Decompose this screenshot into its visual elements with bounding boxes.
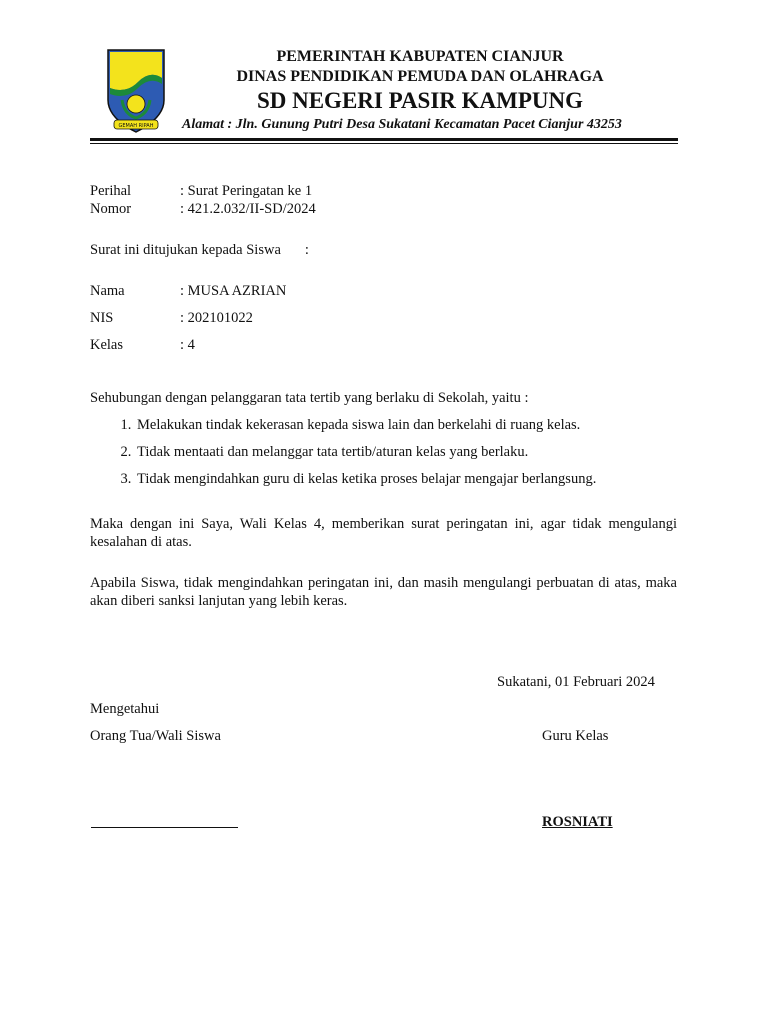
perihal-row: [90, 182, 312, 200]
nama-value: : MUSA AZRIAN: [180, 283, 287, 299]
nomor-row: [90, 200, 316, 218]
school-name: SD NEGERI PASIR KAMPUNG: [256, 88, 584, 113]
logo-motto: GEMAH RIPAH: [118, 123, 154, 129]
nomor-label: Nomor: [90, 201, 132, 217]
sanction-paragraph: Apabila Siswa, tidak mengindahkan peringatan ini, dan masih mengulangi perbuatan di atas, maka akan diberi sanksi lanjutan yang lebih keras.: [90, 575, 677, 609]
addressed-text: Surat ini ditujukan kepada Siswa: [90, 242, 281, 258]
perihal-label: Perihal: [90, 183, 132, 199]
nama-label: Nama: [90, 283, 125, 299]
kelas-row: [90, 336, 195, 354]
nama-row: [90, 282, 286, 300]
teacher-name: ROSNIATI: [542, 814, 613, 830]
mengetahui-label: Mengetahui: [90, 701, 160, 717]
violation-list: [90, 416, 596, 497]
school-address: Alamat : Jln. Gunung Putri Desa Sukatani Kecamatan Pacet Cianjur 43253: [182, 117, 622, 132]
agency-name: DINAS PENDIDIKAN PEMUDA DAN OLAHRAGA: [236, 68, 604, 85]
nis-row: [90, 309, 253, 327]
list-item: 1. Melakukan tindak kekerasan kepada siswa lain dan berkelahi di ruang kelas.: [135, 416, 596, 434]
warning-paragraph: Maka dengan ini Saya, Wali Kelas 4, memberikan surat peringatan ini, agar tidak mengulangi kesalahan di atas.: [90, 516, 677, 550]
regency-emblem-logo: [104, 48, 168, 136]
kelas-label: Kelas: [90, 337, 124, 353]
gov-name: PEMERINTAH KABUPATEN CIANJUR: [276, 48, 564, 65]
list-item: 3. Tidak mengindahkan guru di kelas ketika proses belajar mengajar berlangsung.: [135, 470, 596, 488]
addressed-line: [90, 241, 309, 259]
place-date: Sukatani, 01 Februari 2024: [497, 674, 655, 690]
nis-value: : 202101022: [180, 310, 253, 326]
intro-paragraph: Sehubungan dengan pelanggaran tata tertib yang berlaku di Sekolah, yaitu :: [90, 390, 529, 406]
letterhead: [170, 47, 670, 134]
list-item: 2. Tidak mentaati dan melanggar tata tertib/aturan kelas yang berlaku.: [135, 443, 596, 461]
letterhead-rule-thick: [90, 138, 678, 141]
kelas-value: : 4: [180, 337, 195, 353]
nis-label: NIS: [90, 310, 114, 326]
perihal-value: : Surat Peringatan ke 1: [180, 183, 313, 199]
addressed-colon: :: [304, 242, 309, 258]
parent-signature-line: [91, 827, 238, 828]
nomor-value: : 421.2.032/II-SD/2024: [180, 201, 316, 217]
letterhead-rule-thin: [90, 143, 678, 144]
teacher-signature-label: Guru Kelas: [542, 728, 609, 744]
parent-signature-label: Orang Tua/Wali Siswa: [90, 728, 221, 744]
